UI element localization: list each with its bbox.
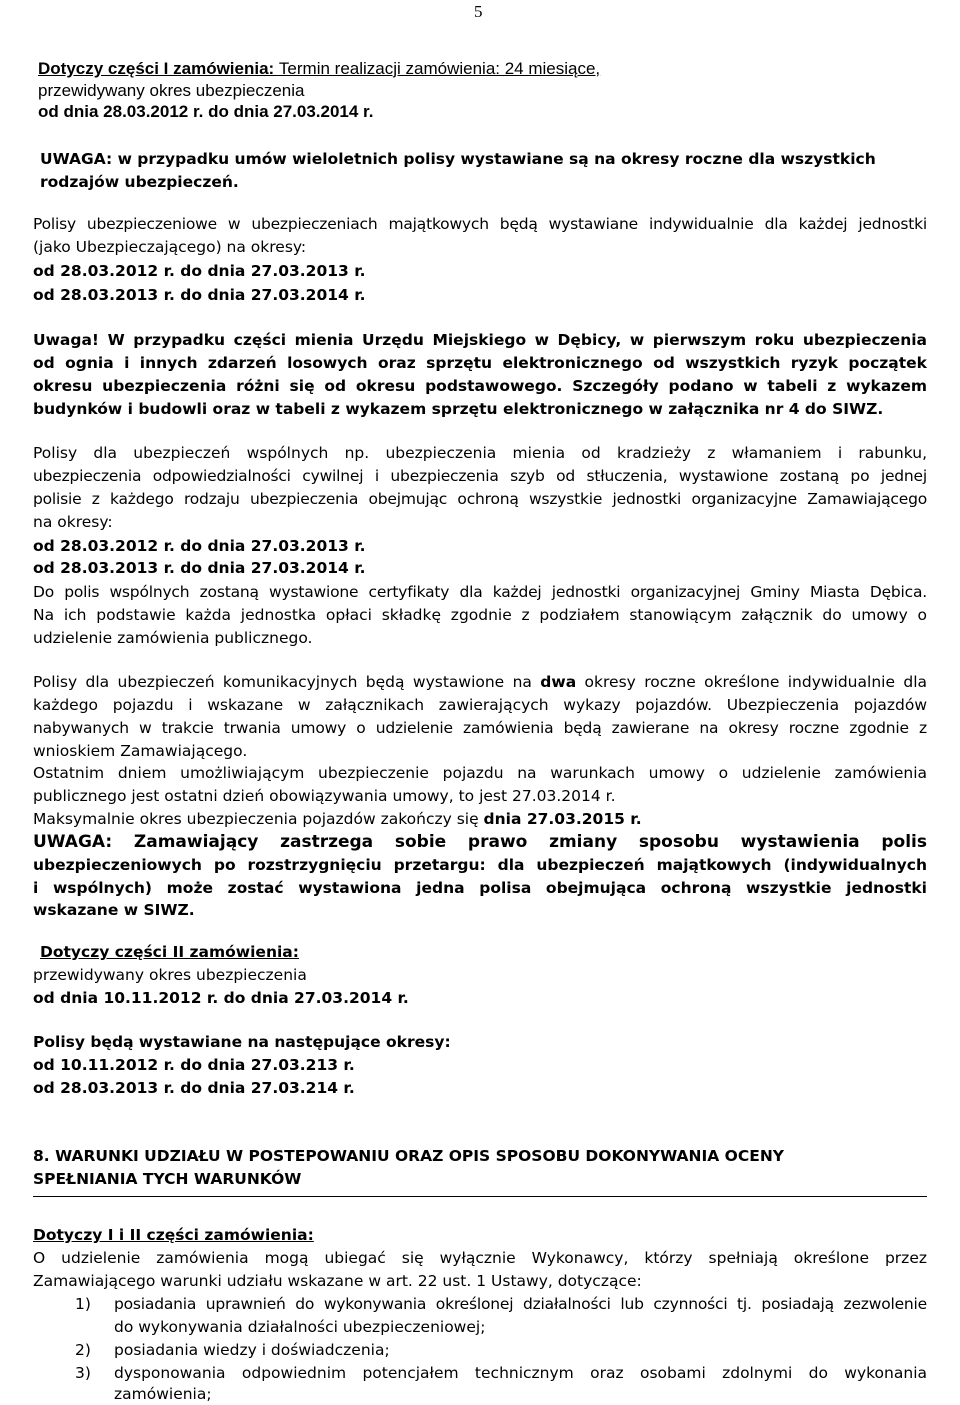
- part1-period-dates: od dnia 28.03.2012 r. do dnia 27.03.2014 r.: [38, 102, 374, 121]
- item-3-line-2: zamówienia;: [114, 1385, 212, 1403]
- motor-line-2: każdego pojazdu i wskazane w załącznikach zawierających wykazy pojazdów. Ubezpieczenia pojazdów: [33, 696, 927, 714]
- section8-intro-line-2: Zamawiającego warunki udziału wskazane w art. 22 ust. 1 Ustawy, dotyczące:: [33, 1272, 642, 1290]
- section8-subheading: Dotyczy I i II części zamówienia:: [33, 1226, 314, 1244]
- note-line-3: okresu ubezpieczenia różni się od okresu podstawowego. Szczegóły podano w tabeli z wykazem: [33, 377, 927, 395]
- max-date: dnia 27.03.2015 r.: [483, 810, 642, 828]
- common-line-4: na okresy:: [33, 513, 113, 531]
- motor-line-1: [33, 671, 927, 693]
- part1-heading: Dotyczy części I zamówienia:: [38, 59, 279, 78]
- motor-text-c: okresy roczne określone indywidualnie dla: [576, 673, 927, 691]
- motor-text-a: Polisy dla ubezpieczeń komunikacyjnych będą wystawione na: [33, 673, 541, 691]
- item-3-line-1: dysponowania odpowiednim potencjałem technicznym oraz osobami zdolnymi do wykonania: [114, 1364, 927, 1382]
- item-2-line-1: posiadania wiedzy i doświadczenia;: [114, 1341, 390, 1359]
- item-1-number: 1): [75, 1295, 91, 1313]
- item-1-line-1: posiadania uprawnień do wykonywania określonej działalności lub czynności tj. posiadają zezwolenie: [114, 1295, 927, 1313]
- note-line-4: budynków i budowli oraz w tabeli z wykazem sprzętu elektronicznego w załącznika nr 4 do SIWZ.: [33, 400, 884, 418]
- part2-policy-date-1: od 10.11.2012 r. do dnia 27.03.213 r.: [33, 1056, 355, 1074]
- item-2-number: 2): [75, 1341, 91, 1359]
- reserve-line-4: wskazane w SIWZ.: [33, 901, 195, 919]
- reserve-line-1: UWAGA: Zamawiający zastrzega sobie prawo zmiany sposobu wystawienia polis: [33, 832, 927, 852]
- motor-line-3: nabywanych w trakcie trwania umowy o udzielenie zamówienia będą zawierane na okresy roczne zgodnie z: [33, 719, 927, 737]
- property-line-2: (jako Ubezpieczającego) na okresy:: [33, 238, 307, 256]
- page-number: 5: [474, 2, 483, 21]
- note-line-2: od ognia i innych zdarzeń losowych oraz sprzętu elektronicznego od wszystkich ryzyk początek: [33, 354, 927, 372]
- uwaga-line-1: UWAGA: w przypadku umów wieloletnich polisy wystawiane są na okresy roczne dla wszystkich: [40, 150, 876, 168]
- section8-title-line-1: 8. WARUNKI UDZIAŁU W POSTEPOWANIU ORAZ OPIS SPOSOBU DOKONYWANIA OCENY: [33, 1147, 785, 1165]
- common-line-1: Polisy dla ubezpieczeń wspólnych np. ubezpieczenia mienia od kradzieży z włamaniem i rabunku,: [33, 444, 927, 462]
- section8-title-rule: [33, 1196, 927, 1197]
- property-line-1: Polisy ubezpieczeniowe w ubezpieczeniach majątkowych będą wystawiane indywidualnie dla każdej jednostki: [33, 215, 927, 233]
- common-date-1: od 28.03.2012 r. do dnia 27.03.2013 r.: [33, 537, 366, 555]
- common-date-2: od 28.03.2013 r. do dnia 27.03.2014 r.: [33, 559, 366, 577]
- motor-line-4: wnioskiem Zamawiającego.: [33, 742, 248, 760]
- item-3-number: 3): [75, 1364, 91, 1382]
- note-line-1: [33, 329, 927, 351]
- reserve-line-3: i wspólnych) może zostać wystawiona jedna polisa obejmująca ochroną wszystkie jednostki: [33, 879, 927, 897]
- property-date-1: od 28.03.2012 r. do dnia 27.03.2013 r.: [33, 262, 366, 280]
- cert-line-1: Do polis wspólnych zostaną wystawione certyfikaty dla każdej jednostki organizacyjnej Gminy Miasta Dębica.: [33, 583, 927, 601]
- section8-title-line-2: SPEŁNIANIA TYCH WARUNKÓW: [33, 1170, 302, 1188]
- part2-period-label: przewidywany okres ubezpieczenia: [33, 966, 307, 984]
- last-line-2: publicznego jest ostatni dzień obowiązywania umowy, to jest 27.03.2014 r.: [33, 787, 616, 805]
- common-line-2: ubezpieczenia odpowiedzialności cywilnej i ubezpieczenia szyb od stłuczenia, wystawione zostaną po jednej: [33, 467, 927, 485]
- part2-period-dates: od dnia 10.11.2012 r. do dnia 27.03.2014 r.: [33, 989, 409, 1007]
- property-date-2: od 28.03.2013 r. do dnia 27.03.2014 r.: [33, 286, 366, 304]
- part2-heading: Dotyczy części II zamówienia:: [40, 943, 299, 961]
- section8-intro-line-1: O udzielenie zamówienia mogą ubiegać się wyłącznie Wykonawcy, którzy spełniają określone przez: [33, 1249, 927, 1267]
- cert-line-2: Na ich podstawie każda jednostka opłaci składkę zgodnie z podziałem stanowiącym załącznik do umowy o: [33, 606, 927, 624]
- note-lead: Uwaga!: [33, 331, 108, 349]
- last-line-1: Ostatnim dniem umożliwiającym ubezpieczenie pojazdu na warunkach umowy o udzielenie zamówienia: [33, 764, 927, 782]
- cert-line-3: udzielenie zamówienia publicznego.: [33, 629, 313, 647]
- motor-text-b: dwa: [540, 673, 577, 691]
- part1-period-label: przewidywany okres ubezpieczenia: [38, 81, 305, 100]
- max-text: Maksymalnie okres ubezpieczenia pojazdów zakończy się: [33, 810, 484, 828]
- part1-heading-line: [38, 58, 600, 80]
- reserve-line-2: ubezpieczeniowych po rozstrzygnięciu przetargu: dla ubezpieczeń majątkowych (indywidualnych: [33, 856, 927, 874]
- note-text: W przypadku części mienia Urzędu Miejskiego w Dębicy, w pierwszym roku ubezpieczenia: [107, 331, 927, 349]
- part2-policies-heading: Polisy będą wystawiane na następujące okresy:: [33, 1033, 451, 1051]
- common-line-3: polisie z każdego rodzaju ubezpieczenia obejmując ochroną wszystkie jednostki organizacyjne Zamawiającego: [33, 490, 927, 508]
- part2-policy-date-2: od 28.03.2013 r. do dnia 27.03.214 r.: [33, 1079, 355, 1097]
- item-1-line-2: do wykonywania działalności ubezpieczeniowej;: [114, 1318, 486, 1336]
- term-text: Termin realizacji zamówienia: 24 miesiące,: [278, 59, 601, 78]
- uwaga-line-2: rodzajów ubezpieczeń.: [40, 173, 239, 191]
- max-line: [33, 808, 642, 830]
